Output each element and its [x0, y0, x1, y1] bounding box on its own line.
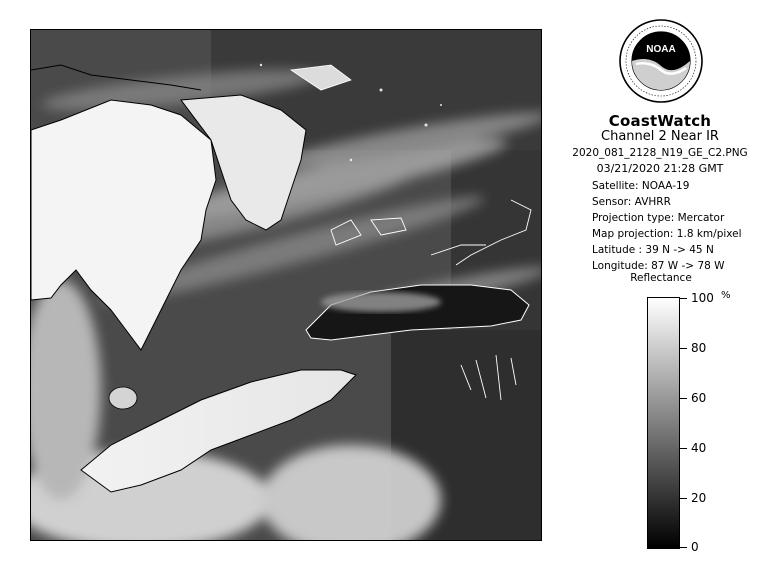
colorbar-tick-label: 40	[691, 441, 707, 455]
colorbar-tick-label: 20	[691, 491, 707, 505]
colorbar-tick-label: 80	[691, 341, 707, 355]
colorbar-tick	[680, 547, 687, 548]
colorbar-tick	[680, 398, 687, 399]
legend-unit: %	[721, 290, 731, 301]
colorbar-tick	[680, 448, 687, 449]
meta-sensor: Sensor: AVHRR	[592, 196, 671, 208]
meta-longitude: Longitude: 87 W -> 78 W	[592, 260, 725, 272]
colorbar-tick-label: 60	[691, 391, 707, 405]
colorbar-tick-label: 0	[691, 540, 699, 554]
colorbar-tick-label: 100	[691, 291, 714, 305]
noaa-logo-text: NOAA	[646, 44, 676, 55]
satellite-image-svg	[31, 30, 542, 541]
meta-map-projection: Map projection: 1.8 km/pixel	[592, 228, 742, 240]
channel-label: Channel 2 Near IR	[601, 129, 719, 144]
datetime-label: 03/21/2020 21:28 GMT	[596, 162, 724, 175]
brand-title: CoastWatch	[608, 112, 712, 130]
legend-title: Reflectance	[630, 272, 692, 284]
filename-label: 2020_081_2128_N19_GE_C2.PNG	[572, 147, 748, 159]
colorbar-tick	[680, 498, 687, 499]
satellite-image	[30, 29, 542, 541]
reflectance-colorbar	[647, 297, 680, 549]
colorbar-tick	[680, 298, 687, 299]
meta-projection-type: Projection type: Mercator	[592, 212, 725, 224]
meta-latitude: Latitude : 39 N -> 45 N	[592, 244, 714, 256]
noaa-logo-icon	[618, 18, 704, 104]
colorbar-tick	[680, 348, 687, 349]
meta-satellite: Satellite: NOAA-19	[592, 180, 690, 192]
